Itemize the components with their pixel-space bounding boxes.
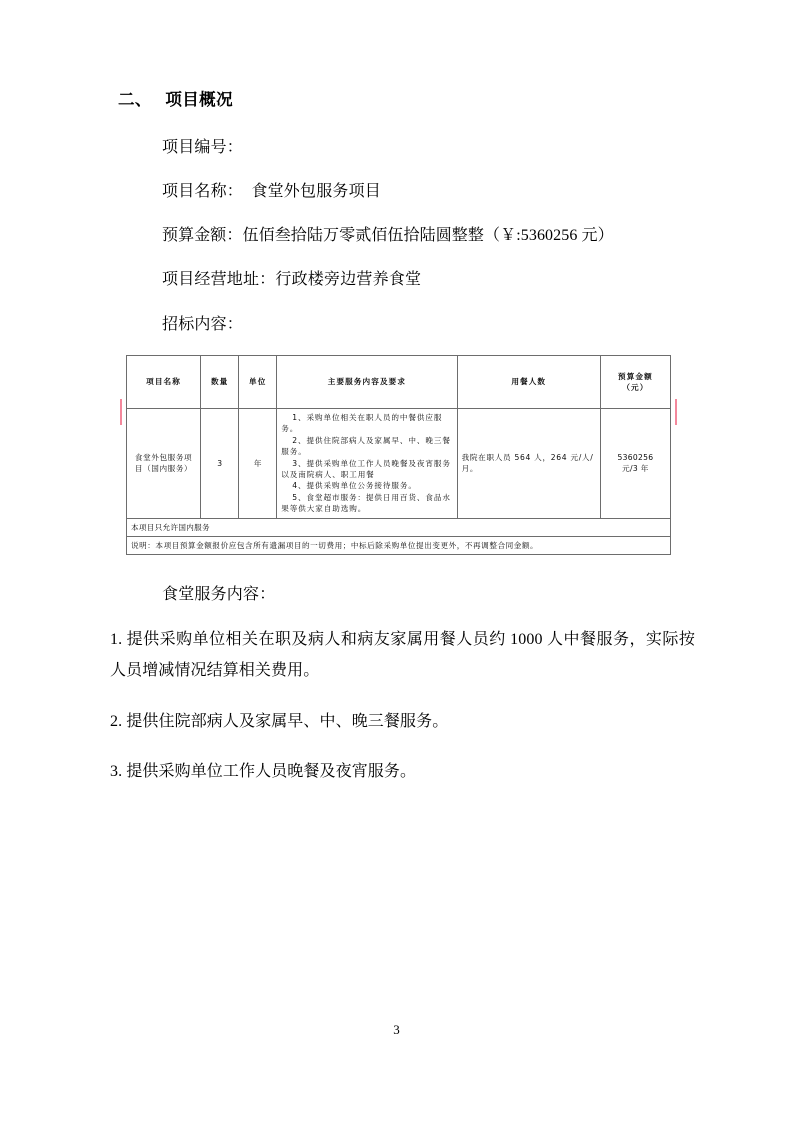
header-project-name: 项目名称 [127,356,201,409]
service-item-1: 1. 提供采购单位相关在职及病人和病友家属用餐人员约 1000 人中餐服务，实际按人员增减情况结算相关费用。 [110,631,695,680]
note-domestic-only: 本项目只允许国内服务 [127,518,671,536]
edit-mark-right-icon [675,399,677,425]
table-note-row-explain [127,536,671,554]
canteen-service-subheading: 食堂服务内容： [162,586,276,604]
table-note-row-domestic [127,518,671,536]
header-description: 主要服务内容及要求 [277,356,457,409]
header-budget [600,356,670,409]
cell-quantity: 3 [201,409,239,519]
header-budget-line1: 预算金额 [618,371,653,381]
description-item: 3、提供采购单位工作人员晚餐及夜宵服务以及南院病人、职工用餐 [281,458,451,479]
cell-unit: 年 [239,409,277,519]
cell-description [277,409,457,519]
section-heading: 二、 项目概况 [118,90,233,109]
edit-mark-left-icon [120,399,122,425]
header-people-count: 用餐人数 [457,356,600,409]
page-content [110,86,695,806]
description-item: 4、提供采购单位公务接待服务。 [292,481,417,491]
field-project-address: 项目经营地址：行政楼旁边营养食堂 [162,271,422,288]
field-project-name: 项目名称： 食堂外包服务项目 [162,183,382,200]
field-project-number: 项目编号： [162,139,244,156]
field-tender-content: 招标内容： [162,316,244,333]
table-header-row [127,356,671,409]
page-number: 3 [393,1022,400,1037]
service-item-2: 2. 提供住院部病人及家属早、中、晚三餐服务。 [110,712,449,730]
note-explanation: 说明：本项目预算金额报价应包含所有遗漏项目的一切费用；中标后除采购单位提出变更外，不再调整合同金额。 [127,536,671,554]
description-item: 1、采购单位相关在职人员的中餐供应服务。 [281,413,443,434]
header-quantity: 数量 [201,356,239,409]
cell-budget-period: 元/3 年 [622,464,649,474]
header-unit: 单位 [239,356,277,409]
table-row [127,409,671,519]
tender-content-table [126,355,671,555]
field-budget-amount: 预算金额：伍佰叁拾陆万零贰佰伍拾陆圆整整（￥:5360256 元） [162,227,614,244]
description-item: 2、提供住院部病人及家属早、中、晚三餐服务。 [281,435,451,457]
cell-people-count: 我院在职人员 564 人，264 元/人/月。 [457,409,600,519]
service-item-3: 3. 提供采购单位工作人员晚餐及夜宵服务。 [110,762,417,780]
cell-project-name: 食堂外包服务项目（国内服务） [127,409,201,519]
tender-table-container [126,355,671,555]
cell-budget [600,409,670,519]
description-item: 5、食堂超市服务：提供日用百货、食品水果等供大家自助选购。 [281,492,451,514]
cell-budget-amount: 5360256 [617,452,654,462]
header-budget-line2: （元） [622,383,649,392]
